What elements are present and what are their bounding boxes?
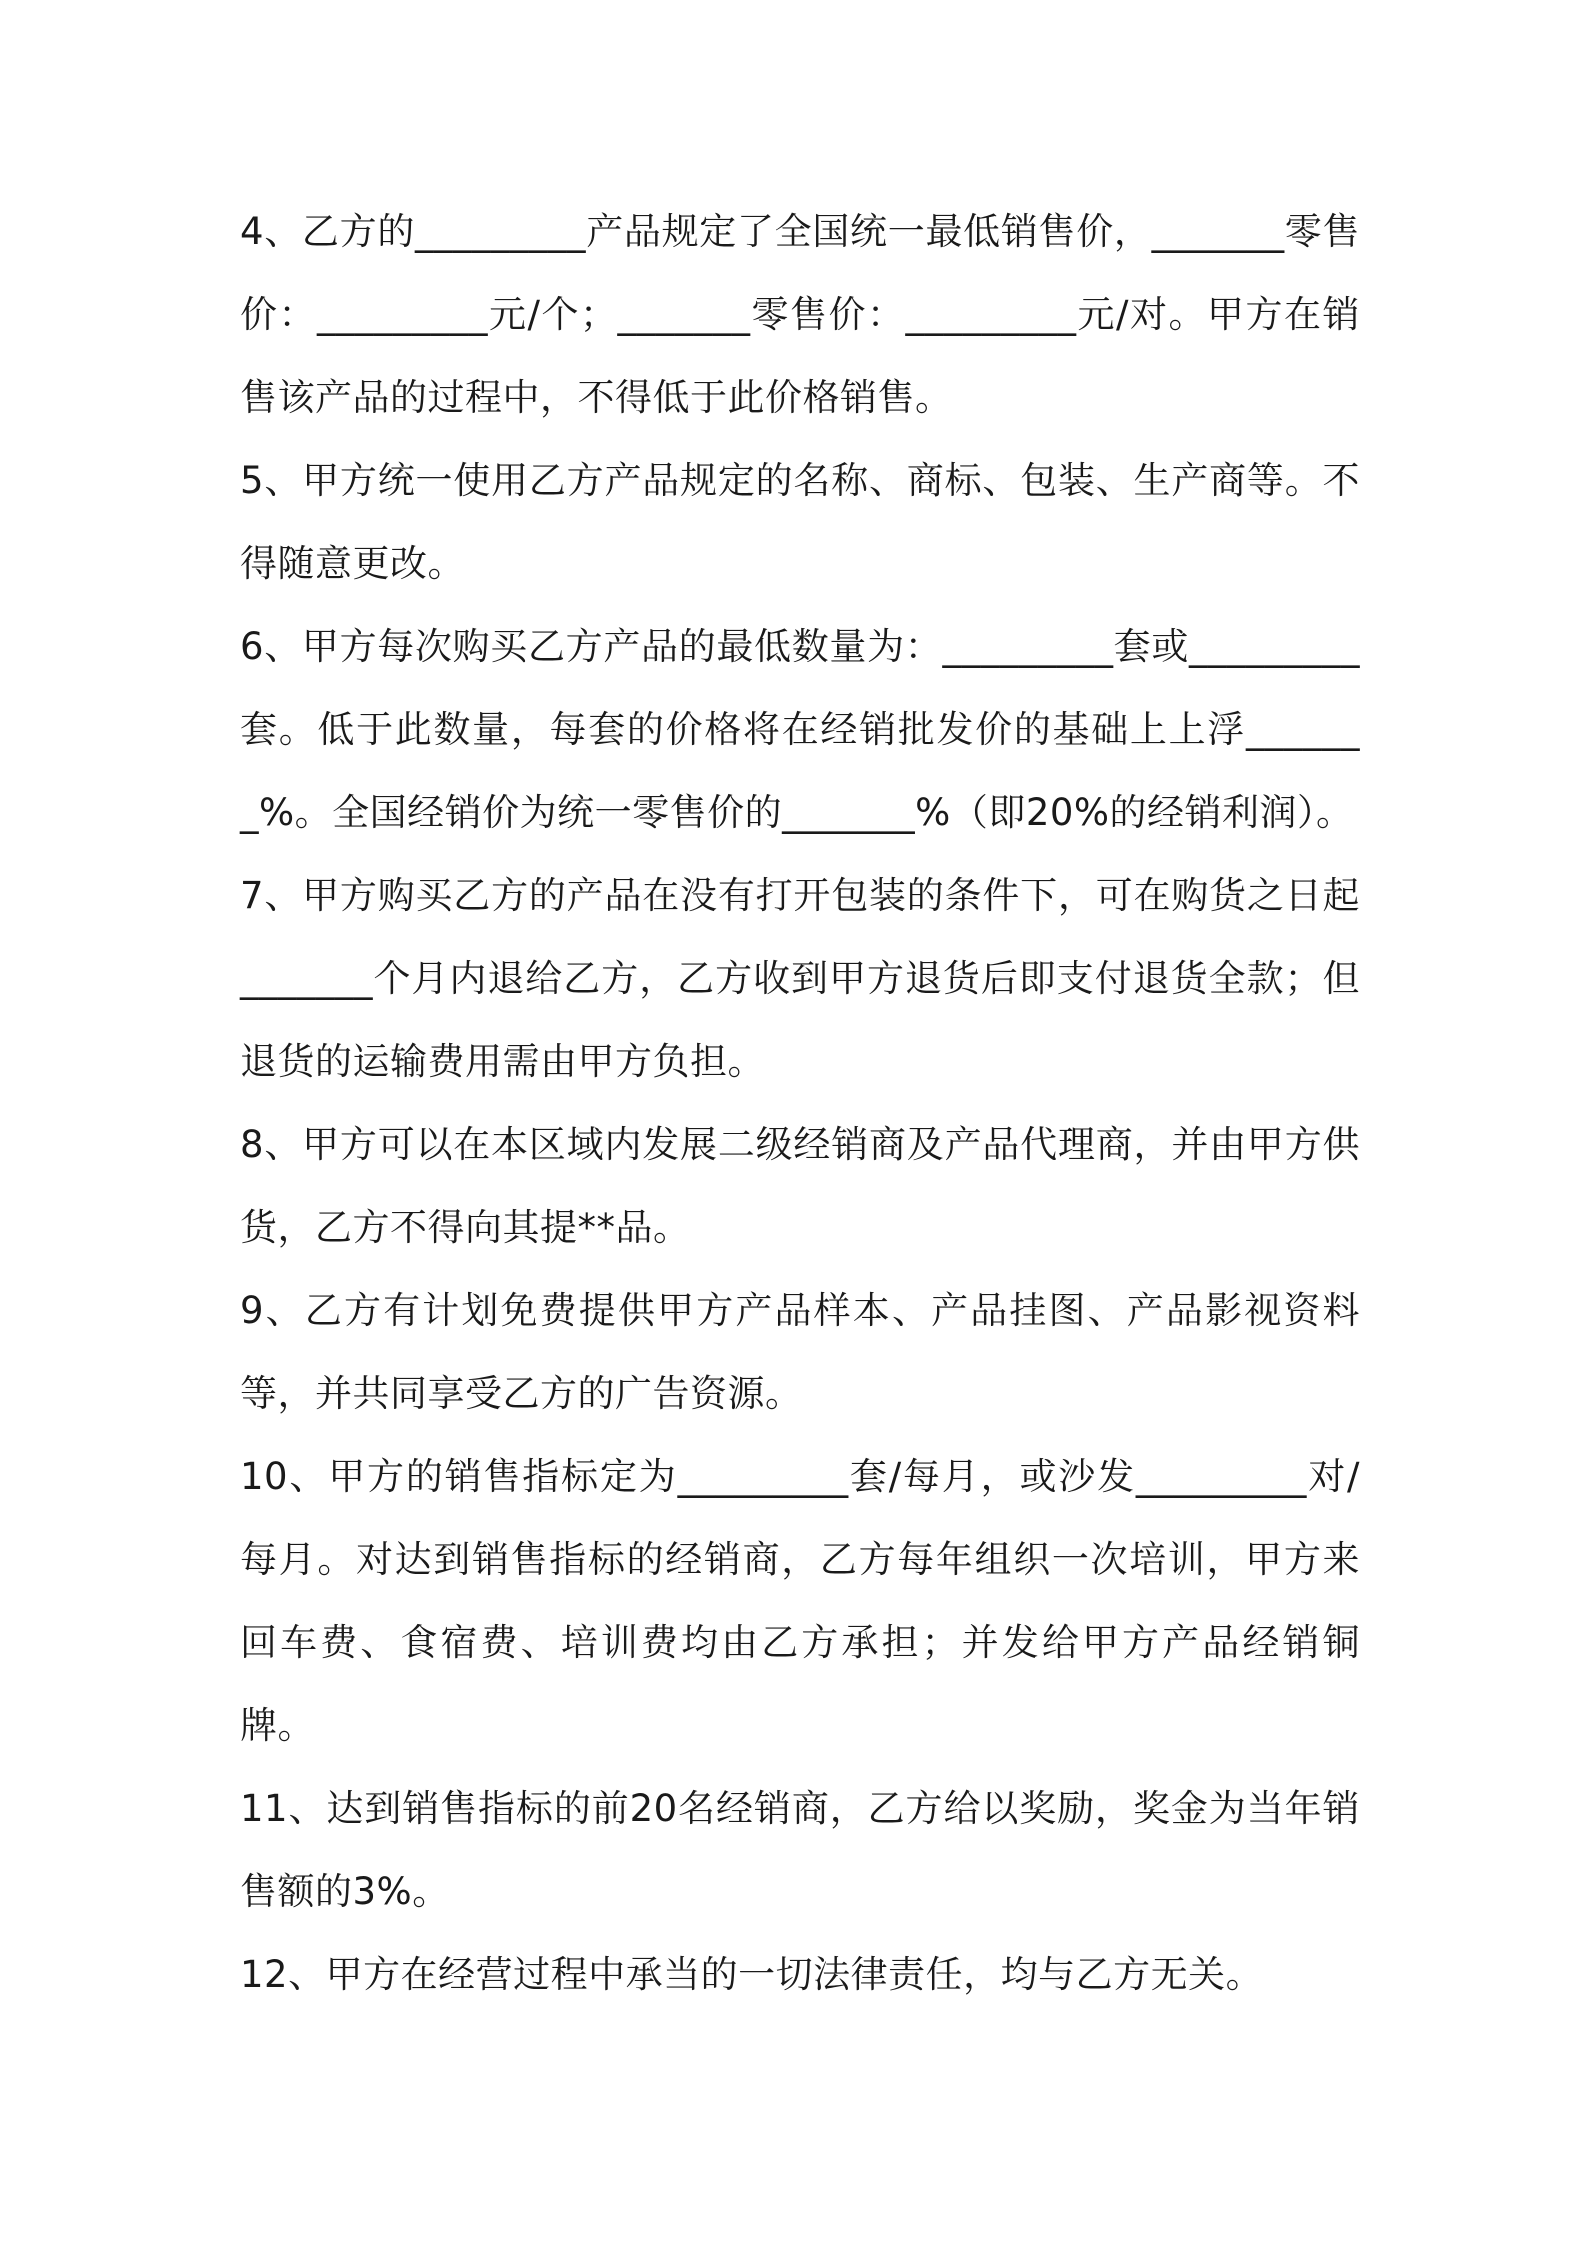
clause-10: 10、甲方的销售指标定为_________套/每月，或沙发_________对/每月。对达到销售指标的经销商，乙方每年组织一次培训，甲方来回车费、食宿费、培训费均由乙方承担；并发给甲方产品经销铜牌。 xyxy=(240,1455,1360,1747)
clause-7: 7、甲方购买乙方的产品在没有打开包装的条件下，可在购货之日起_______个月内退给乙方，乙方收到甲方退货后即支付退货全款；但退货的运输费用需由甲方负担。 xyxy=(240,874,1360,1083)
clause-9: 9、乙方有计划免费提供甲方产品样本、产品挂图、产品影视资料等，并共同享受乙方的广告资源。 xyxy=(240,1289,1360,1415)
clause-4: 4、乙方的_________产品规定了全国统一最低销售价，_______零售价：_________元/个；_______零售价：_________元/对。甲方在销售该产品的过程中，不得低于此价格销售。 xyxy=(240,210,1360,419)
clause-6: 6、甲方每次购买乙方产品的最低数量为：_________套或_________套。低于此数量，每套的价格将在经销批发价的基础上上浮_______%。全国经销价为统一零售价的_______%（即20%的经销利润）。 xyxy=(240,625,1360,834)
clause-5: 5、甲方统一使用乙方产品规定的名称、商标、包装、生产商等。不得随意更改。 xyxy=(240,459,1360,585)
clause-12: 12、甲方在经营过程中承当的一切法律责任，均与乙方无关。 xyxy=(240,1953,1264,1996)
clause-11: 11、达到销售指标的前20名经销商，乙方给以奖励，奖金为当年销售额的3%。 xyxy=(240,1787,1360,1913)
contract-body xyxy=(240,190,1360,2016)
clause-8: 8、甲方可以在本区域内发展二级经销商及产品代理商，并由甲方供货，乙方不得向其提**品。 xyxy=(240,1123,1360,1249)
